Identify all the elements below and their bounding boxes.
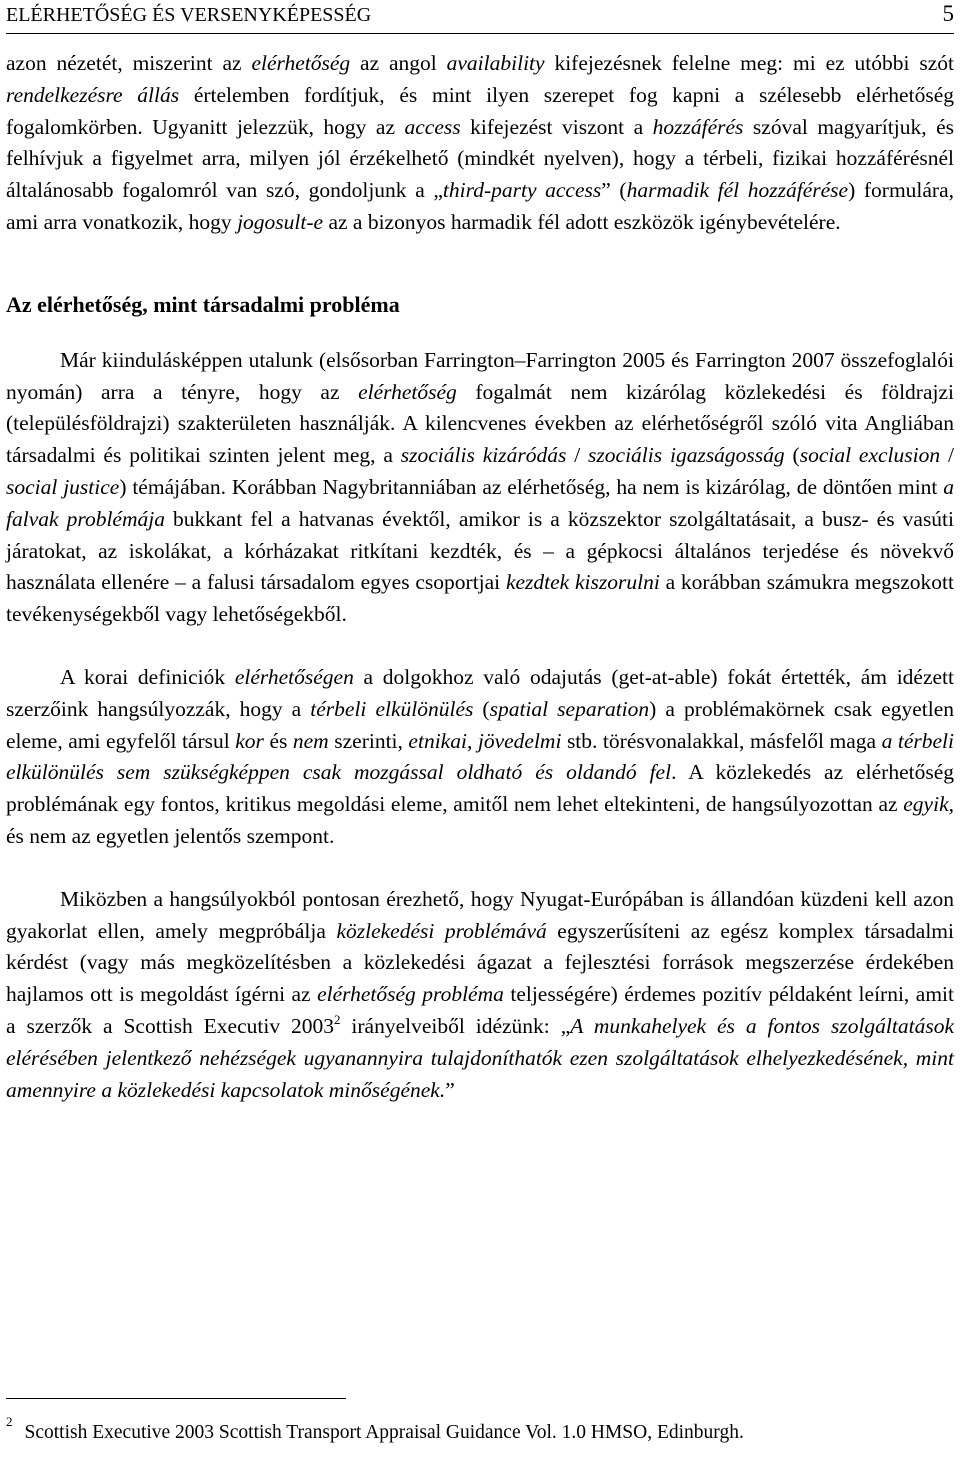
footnote-mark: 2 <box>6 1414 13 1429</box>
running-head-title: ELÉRHETŐSÉG ÉS VERSENYKÉPESSÉG <box>6 4 372 26</box>
text-run: szerinti, <box>328 728 409 753</box>
text-run: egyszerűsíteni az egész komplex társadalmi kérdést (vagy más megközelítésben a közlekedési ágazat a fejlesztési források megszerzése érdekében hajlamos ott is megoldást ígérni az <box>6 918 954 1007</box>
emphasis-run: rendelkezésre állás <box>6 82 180 107</box>
emphasis-run: hozzáférés <box>652 114 744 139</box>
footnote-divider <box>6 1398 346 1399</box>
footnote <box>6 1414 954 1448</box>
emphasis-run: a falvak problémája <box>6 474 954 531</box>
text-run: az angol <box>350 51 447 75</box>
text-run: értelemben fordítjuk, és mint ilyen szerepet fog kapni a szélesebb elérhetőség fogalomkörben. Ugyanitt jelezzük, hogy az <box>6 82 954 139</box>
text-run: teljességére) érdemes pozitív példaként leírni, amit a szerzők a Scottish Executiv 2003 <box>6 982 954 1038</box>
running-head <box>6 0 954 34</box>
emphasis-run: kor <box>235 728 264 753</box>
text-run: kifejezést viszont a <box>460 114 653 139</box>
paragraph <box>6 48 954 239</box>
text-run: / <box>940 443 954 468</box>
emphasis-run: térbeli elkülönülés <box>310 696 474 721</box>
text-run: a dolgokhoz való odajutás (get-at-able) fokát értették, ám idézett szerzőink hangsúlyozzák, hogy a <box>6 664 954 721</box>
paragraph <box>6 345 954 631</box>
text-run: irányelveiből idézünk: „ <box>340 1013 571 1038</box>
text-run: , <box>466 728 478 753</box>
text-run: ) a problémakörnek csak egyetlen eleme, ami egyfelől társul <box>6 696 955 753</box>
text-run: azon nézetét, miszerint az <box>6 51 252 75</box>
text-run: bukkant fel a hatvanas évektől, amikor is a közszektor szolgáltatásait, a busz- és vasúti járatokat, az iskolákat, a kórházakat ritkítani kezdték, és – a gépkocsi általános terjedése és növekvő használata ellenére – a falusi társadalom egyes csoportjai <box>6 506 955 595</box>
text-run: ” <box>445 1077 455 1102</box>
page-number: 5 <box>942 1 954 26</box>
paragraph <box>6 662 954 853</box>
text-run: ) formulára, ami arra vonatkozik, hogy <box>6 178 955 234</box>
text-run: az a bizonyos harmadik fél adott eszközök igénybevételére. <box>323 209 841 234</box>
text-run: stb. törésvonalakkal, másfelől maga <box>561 728 882 753</box>
text-run: ( <box>473 696 490 721</box>
text-run: / <box>566 443 589 468</box>
footnote-text: Scottish Executive 2003 Scottish Transport Appraisal Guidance Vol. 1.0 HMSO, Edinburgh. <box>24 1422 744 1443</box>
emphasis-run: egyik, <box>903 792 954 817</box>
emphasis-run: elérhetőség <box>251 51 351 75</box>
text-run: ) témájában. Korábban Nagybritanniában az elérhetőség, ha nem is kizárólag, de döntően mint <box>119 474 944 499</box>
text-run: és nem az egyetlen jelentős szempont. <box>6 823 335 848</box>
document-body <box>6 48 954 1106</box>
emphasis-run: harmadik fél hozzáférése <box>626 178 849 203</box>
emphasis-run: elérhetőség <box>358 379 457 404</box>
emphasis-run: nem <box>292 728 329 753</box>
emphasis-run: jogosult-e <box>237 209 324 234</box>
emphasis-run: spatial separation <box>489 696 650 721</box>
paragraph <box>6 884 954 1107</box>
emphasis-run: kezdtek kiszorulni <box>505 570 660 595</box>
emphasis-run: elérhetőségen <box>234 664 354 689</box>
emphasis-run: közlekedési problémává <box>336 918 547 943</box>
text-run: . A közlekedés az elérhetőség problémának egy fontos, kritikus megoldási eleme, amitől nem lehet eltekinteni, de hangsúlyozottan az <box>6 760 954 817</box>
emphasis-run: availability <box>446 51 545 75</box>
text-run: és <box>263 728 293 753</box>
emphasis-run: szociális kizáródás <box>400 443 567 468</box>
emphasis-run: social justice <box>6 474 120 499</box>
text-run: a korábban számukra megszokott tevékenységekből vagy lehetőségekből. <box>6 570 954 627</box>
emphasis-run: social exclusion <box>799 443 941 468</box>
section-heading: Az elérhetőség, mint társadalmi probléma <box>6 291 400 317</box>
footnote-reference: 2 <box>334 1011 341 1027</box>
text-run: ( <box>784 443 800 468</box>
text-run: fogalmát nem kizárólag közlekedési és földrajzi (településföldrajzi) szakterületen használják. A kilencvenes években az elérhetőségről szóló vita Angliában társadalmi és politikai szinten jelent meg, a <box>6 379 954 468</box>
text-run: ” ( <box>601 178 627 203</box>
emphasis-run: access <box>404 114 461 139</box>
emphasis-run: szociális igazságosság <box>588 443 785 468</box>
emphasis-run: A munkahelyek és a fontos szolgáltatások elérésében jelentkező nehézségek ugyanannyira tulajdoníthatók ezen szolgáltatások elhelyezkedésének, mint amennyire a közlekedési kapcsolatok minőségének. <box>6 1013 954 1102</box>
emphasis-run: third-party access <box>442 178 602 203</box>
text-run: Miközben a hangsúlyokból pontosan érezhető, hogy Nyugat-Európában is állandóan küzdeni kell azon gyakorlat ellen, amely megpróbálja <box>6 886 954 943</box>
text-run: Már kiindulásképpen utalunk (elsősorban Farrington–Farrington 2005 és Farrington 2007 összefoglalói nyomán) arra a tényre, hogy az <box>6 347 954 404</box>
emphasis-run: elérhetőség probléma <box>317 982 504 1007</box>
text-run: kifejezésnek felelne meg: mi ez utóbbi szót <box>544 51 954 75</box>
text-run: A korai definiciók <box>60 664 235 689</box>
emphasis-run: a térbeli elkülönülés sem szükségképpen csak mozgással oldható és oldandó fel <box>6 728 954 785</box>
emphasis-run: jövedelmi <box>477 728 562 753</box>
text-run: szóval magyarítjuk, és felhívjuk a figyelmet arra, milyen jól érzékelhető (mindkét nyelven), hogy a térbeli, fizikai hozzáférésnél általánosabb fogalomról van szó, gondoljunk a „ <box>6 114 954 203</box>
emphasis-run: etnikai <box>408 728 467 753</box>
